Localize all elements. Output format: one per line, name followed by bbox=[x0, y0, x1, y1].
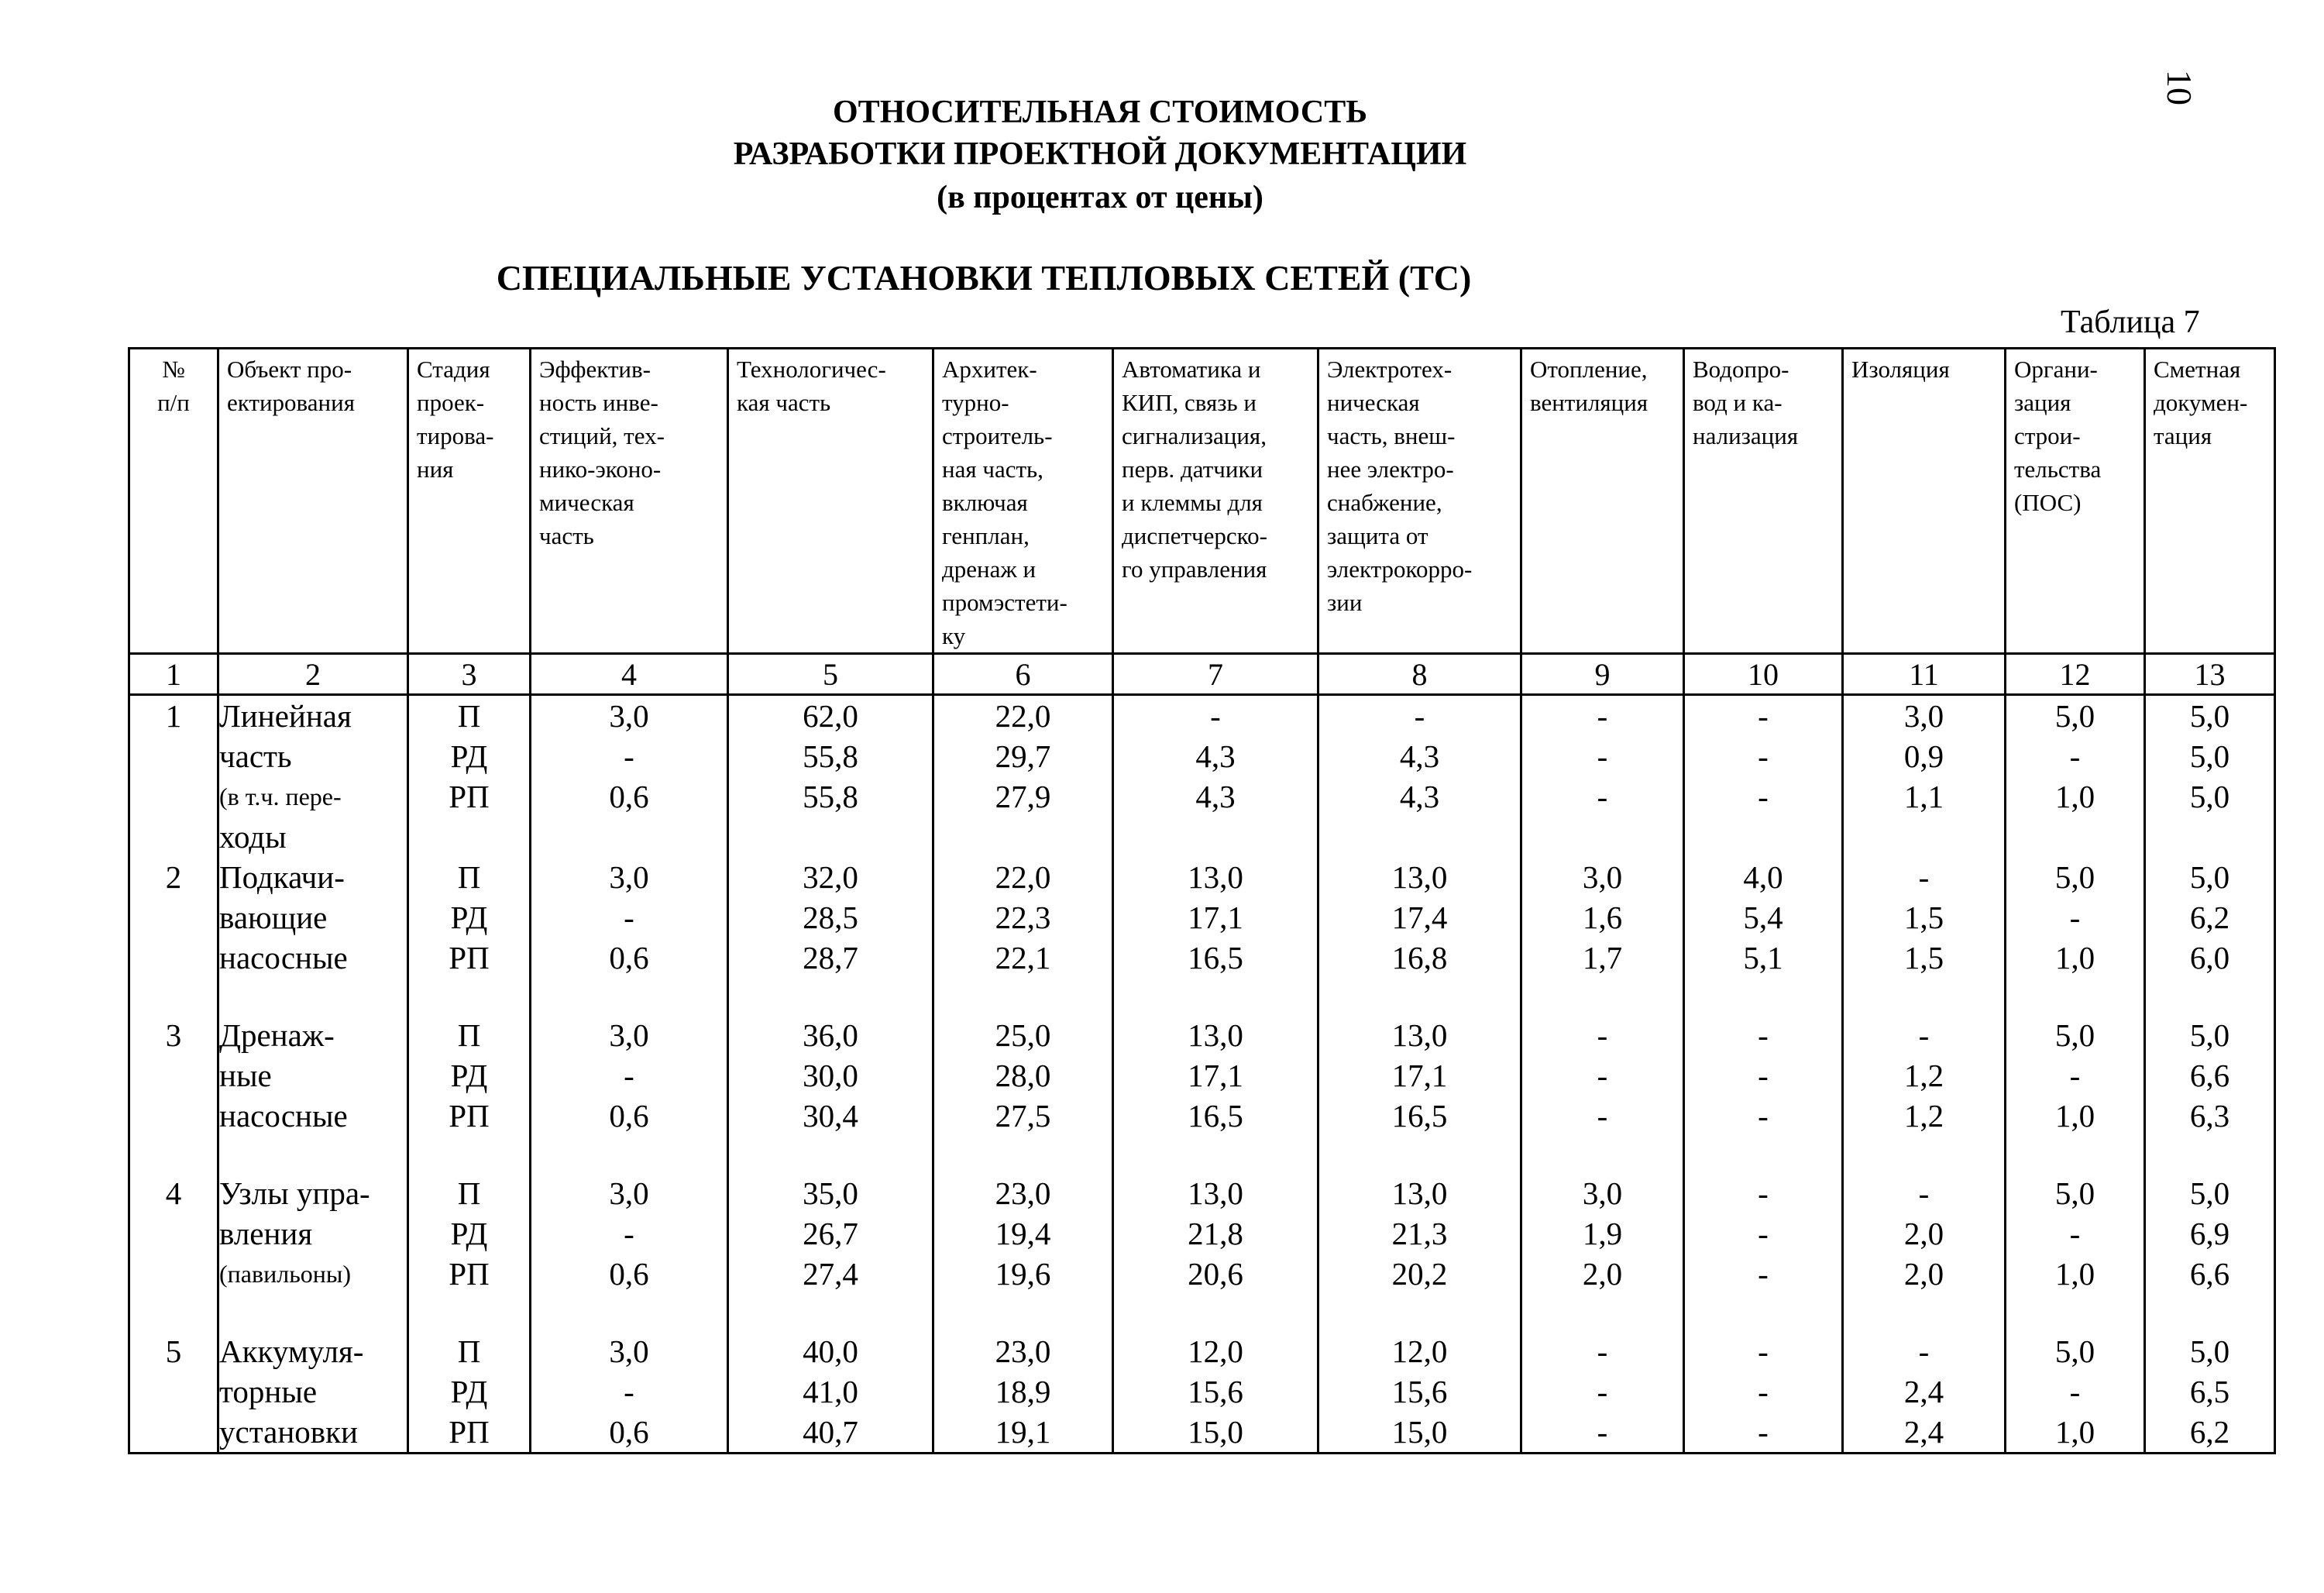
column-number-row bbox=[129, 654, 2275, 695]
stage-value: П bbox=[457, 1017, 481, 1053]
percent-value: - bbox=[1597, 1098, 1608, 1134]
object-name-line: вающие bbox=[219, 900, 328, 935]
percent-value: 6,0 bbox=[2189, 940, 2230, 975]
stage-value: РП bbox=[449, 940, 490, 975]
percent-value: - bbox=[1758, 1017, 1769, 1053]
percent-value: - bbox=[1758, 738, 1769, 774]
stage-value: П bbox=[457, 1175, 481, 1211]
value-cell-c10 bbox=[1684, 1331, 1843, 1454]
percent-value: 13,0 bbox=[1391, 1175, 1448, 1211]
percent-value: 22,0 bbox=[995, 859, 1051, 895]
object-cell bbox=[218, 1331, 408, 1454]
column-number: 2 bbox=[218, 654, 408, 695]
percent-value: 20,6 bbox=[1188, 1256, 1243, 1292]
stage-value: П bbox=[457, 1333, 481, 1369]
stage-cell bbox=[408, 1015, 531, 1173]
column-number: 7 bbox=[1113, 654, 1318, 695]
value-cell-c12 bbox=[2006, 1331, 2145, 1454]
percent-value: 62,0 bbox=[803, 698, 858, 734]
table-row-group bbox=[129, 1015, 2275, 1173]
table-row bbox=[129, 695, 2275, 858]
stage-value: П bbox=[457, 698, 481, 734]
value-cell-c4 bbox=[531, 1331, 728, 1454]
stage-value: РД bbox=[450, 900, 488, 935]
value-cell-c7 bbox=[1113, 1173, 1318, 1331]
percent-value: 29,7 bbox=[995, 738, 1051, 774]
percent-value: 6,3 bbox=[2189, 1098, 2230, 1134]
percent-value: 5,0 bbox=[2189, 779, 2230, 814]
object-name-line: вления bbox=[219, 1216, 313, 1251]
stage-cell bbox=[408, 1331, 531, 1454]
percent-value: 6,6 bbox=[2189, 1256, 2230, 1292]
value-cell-c4 bbox=[531, 1173, 728, 1331]
header-cell-8: Электротех- ническая часть, внеш- нее электро- снабжение, защита от электрокорро- зии bbox=[1318, 349, 1521, 654]
percent-value: 0,6 bbox=[609, 779, 649, 814]
percent-value: - bbox=[1414, 698, 1425, 734]
row-number: 5 bbox=[129, 1331, 218, 1454]
percent-value: - bbox=[1597, 738, 1608, 774]
value-cell-c12 bbox=[2006, 857, 2145, 1015]
percent-value: 13,0 bbox=[1188, 1017, 1243, 1053]
percent-value: 4,3 bbox=[1195, 738, 1236, 774]
percent-value: - bbox=[624, 900, 634, 935]
cost-table bbox=[128, 347, 2276, 1454]
percent-value: 1,0 bbox=[2054, 1256, 2095, 1292]
percent-value: 5,0 bbox=[2054, 1017, 2095, 1053]
column-number: 13 bbox=[2145, 654, 2275, 695]
row-number: 2 bbox=[129, 857, 218, 1015]
value-cell-c9 bbox=[1521, 1331, 1684, 1454]
percent-value: - bbox=[1758, 779, 1769, 814]
value-cell-c7 bbox=[1113, 695, 1318, 858]
percent-value: 5,0 bbox=[2189, 1017, 2230, 1053]
header-cell-9: Отопление, вентиляция bbox=[1521, 349, 1684, 654]
percent-value: 30,0 bbox=[803, 1058, 858, 1093]
percent-value: 1,0 bbox=[2054, 940, 2095, 975]
value-cell-c6 bbox=[933, 1331, 1113, 1454]
object-cell bbox=[218, 857, 408, 1015]
percent-value: - bbox=[2069, 738, 2081, 774]
percent-value: 15,0 bbox=[1391, 1414, 1448, 1450]
percent-value: 4,3 bbox=[1399, 738, 1440, 774]
value-cell-c7 bbox=[1113, 857, 1318, 1015]
percent-value: 19,1 bbox=[995, 1414, 1051, 1450]
table-row bbox=[129, 1015, 2275, 1173]
percent-value: - bbox=[1918, 1175, 1930, 1211]
percent-value: 28,5 bbox=[803, 900, 858, 935]
table-row-group bbox=[129, 1173, 2275, 1331]
percent-value: 6,2 bbox=[2189, 900, 2230, 935]
percent-value: 35,0 bbox=[803, 1175, 858, 1211]
percent-value: 19,4 bbox=[995, 1216, 1051, 1251]
percent-value: - bbox=[2069, 1216, 2081, 1251]
percent-value: 1,2 bbox=[1903, 1098, 1944, 1134]
stage-value: РП bbox=[449, 779, 490, 814]
percent-value: 3,0 bbox=[1582, 859, 1623, 895]
percent-value: 1,0 bbox=[2054, 1098, 2095, 1134]
percent-value: 12,0 bbox=[1391, 1333, 1448, 1369]
value-cell-c10 bbox=[1684, 857, 1843, 1015]
object-name-line: (в т.ч. пере- bbox=[219, 783, 342, 810]
object-name-line: Линейная bbox=[219, 698, 352, 734]
percent-value: 0,6 bbox=[609, 1414, 649, 1450]
value-cell-c8 bbox=[1318, 857, 1521, 1015]
header-cell-13: Сметная докумен- тация bbox=[2145, 349, 2275, 654]
percent-value: 23,0 bbox=[995, 1175, 1051, 1211]
percent-value: 41,0 bbox=[803, 1374, 858, 1409]
stage-value: РД bbox=[450, 738, 488, 774]
value-cell-c13 bbox=[2145, 1173, 2275, 1331]
percent-value: - bbox=[1918, 1333, 1930, 1369]
column-number: 6 bbox=[933, 654, 1113, 695]
value-cell-c8 bbox=[1318, 1173, 1521, 1331]
value-cell-c10 bbox=[1684, 1015, 1843, 1173]
value-cell-c4 bbox=[531, 1015, 728, 1173]
value-cell-c7 bbox=[1113, 1331, 1318, 1454]
value-cell-c13 bbox=[2145, 1331, 2275, 1454]
header-cell-7: Автоматика и КИП, связь и сигнализация, перв. датчики и клеммы для диспетчерско- го управления bbox=[1113, 349, 1318, 654]
percent-value: 5,0 bbox=[2189, 859, 2230, 895]
percent-value: 6,9 bbox=[2189, 1216, 2230, 1251]
percent-value: 2,4 bbox=[1903, 1414, 1944, 1450]
percent-value: 6,2 bbox=[2189, 1414, 2230, 1450]
value-cell-c9 bbox=[1521, 857, 1684, 1015]
percent-value: 1,5 bbox=[1903, 900, 1944, 935]
percent-value: 4,3 bbox=[1399, 779, 1440, 814]
percent-value: 13,0 bbox=[1391, 859, 1448, 895]
percent-value: 22,0 bbox=[995, 698, 1051, 734]
header-cell-1: № п/п bbox=[129, 349, 218, 654]
object-name-line: Аккумуля- bbox=[219, 1333, 364, 1369]
percent-value: 5,0 bbox=[2054, 1175, 2095, 1211]
percent-value: 6,5 bbox=[2189, 1374, 2230, 1409]
percent-value: - bbox=[1758, 1216, 1769, 1251]
column-number: 3 bbox=[408, 654, 531, 695]
percent-value: 13,0 bbox=[1188, 859, 1243, 895]
percent-value: 28,0 bbox=[995, 1058, 1051, 1093]
percent-value: - bbox=[1597, 1374, 1608, 1409]
percent-value: 4,3 bbox=[1195, 779, 1236, 814]
document-title-line1: ОТНОСИТЕЛЬНАЯ СТОИМОСТЬ bbox=[833, 95, 1367, 130]
value-cell-c9 bbox=[1521, 695, 1684, 858]
percent-value: 18,9 bbox=[995, 1374, 1051, 1409]
value-cell-c11 bbox=[1843, 1331, 2006, 1454]
object-name-line: Узлы упра- bbox=[219, 1175, 370, 1211]
value-cell-c5 bbox=[728, 695, 933, 858]
value-cell-c11 bbox=[1843, 695, 2006, 858]
object-cell bbox=[218, 1015, 408, 1173]
percent-value: - bbox=[1210, 698, 1221, 734]
percent-value: - bbox=[2069, 1058, 2081, 1093]
percent-value: - bbox=[1758, 698, 1769, 734]
percent-value: 6,6 bbox=[2189, 1058, 2230, 1093]
value-cell-c10 bbox=[1684, 695, 1843, 858]
document-title-line3: (в процентах от цены) bbox=[937, 180, 1263, 215]
page-number: 10 bbox=[2160, 70, 2199, 105]
stage-value: РД bbox=[450, 1058, 488, 1093]
percent-value: 3,0 bbox=[1582, 1175, 1623, 1211]
object-cell bbox=[218, 1173, 408, 1331]
value-cell-c12 bbox=[2006, 1015, 2145, 1173]
percent-value: - bbox=[1758, 1414, 1769, 1450]
percent-value: 15,6 bbox=[1391, 1374, 1448, 1409]
stage-value: П bbox=[457, 859, 481, 895]
percent-value: 16,5 bbox=[1188, 940, 1243, 975]
percent-value: 0,6 bbox=[609, 1256, 649, 1292]
value-cell-c9 bbox=[1521, 1173, 1684, 1331]
percent-value: 27,9 bbox=[995, 779, 1051, 814]
percent-value: - bbox=[2069, 1374, 2081, 1409]
percent-value: - bbox=[1758, 1256, 1769, 1292]
percent-value: 3,0 bbox=[609, 1175, 649, 1211]
percent-value: 16,5 bbox=[1188, 1098, 1243, 1134]
header-cell-2: Объект про- ектирования bbox=[218, 349, 408, 654]
percent-value: 21,8 bbox=[1188, 1216, 1243, 1251]
percent-value: 1,0 bbox=[2054, 1414, 2095, 1450]
percent-value: 5,0 bbox=[2054, 859, 2095, 895]
percent-value: 5,4 bbox=[1743, 900, 1783, 935]
percent-value: 2,0 bbox=[1903, 1216, 1944, 1251]
table-label: Таблица 7 bbox=[2061, 304, 2200, 340]
object-name-line: ходы bbox=[219, 819, 287, 855]
value-cell-c6 bbox=[933, 857, 1113, 1015]
percent-value: 22,1 bbox=[995, 940, 1051, 975]
percent-value: - bbox=[1597, 1058, 1608, 1093]
percent-value: 3,0 bbox=[609, 698, 649, 734]
value-cell-c12 bbox=[2006, 695, 2145, 858]
percent-value: 12,0 bbox=[1188, 1333, 1243, 1369]
percent-value: 40,0 bbox=[803, 1333, 858, 1369]
object-name-line: торные bbox=[219, 1374, 318, 1409]
percent-value: - bbox=[1597, 1414, 1608, 1450]
percent-value: - bbox=[624, 738, 634, 774]
object-name-line: установки bbox=[219, 1414, 358, 1450]
header-cell-11: Изоляция bbox=[1843, 349, 2006, 654]
percent-value: 5,0 bbox=[2189, 1333, 2230, 1369]
percent-value: 40,7 bbox=[803, 1414, 858, 1450]
percent-value: 23,0 bbox=[995, 1333, 1051, 1369]
stage-cell bbox=[408, 857, 531, 1015]
value-cell-c13 bbox=[2145, 1015, 2275, 1173]
value-cell-c4 bbox=[531, 695, 728, 858]
percent-value: - bbox=[1597, 779, 1608, 814]
header-cell-5: Технологичес- кая часть bbox=[728, 349, 933, 654]
object-name-line: (павильоны) bbox=[219, 1260, 352, 1288]
object-name-line: насосные bbox=[219, 940, 348, 975]
percent-value: 20,2 bbox=[1391, 1256, 1448, 1292]
percent-value: 32,0 bbox=[803, 859, 858, 895]
value-cell-c8 bbox=[1318, 695, 1521, 858]
value-cell-c6 bbox=[933, 1015, 1113, 1173]
percent-value: 36,0 bbox=[803, 1017, 858, 1053]
percent-value: 4,0 bbox=[1743, 859, 1783, 895]
percent-value: 55,8 bbox=[803, 779, 858, 814]
stage-value: РП bbox=[449, 1414, 490, 1450]
percent-value: 17,1 bbox=[1188, 900, 1243, 935]
header-cell-4: Эффектив- ность инве- стиций, тех- нико-эконо- мическая часть bbox=[531, 349, 728, 654]
stage-value: РП bbox=[449, 1256, 490, 1292]
column-number: 4 bbox=[531, 654, 728, 695]
percent-value: - bbox=[1758, 1374, 1769, 1409]
percent-value: 13,0 bbox=[1391, 1017, 1448, 1053]
percent-value: - bbox=[1758, 1098, 1769, 1134]
stage-cell bbox=[408, 1173, 531, 1331]
table-row bbox=[129, 1331, 2275, 1454]
column-number: 1 bbox=[129, 654, 218, 695]
percent-value: 1,0 bbox=[2054, 779, 2095, 814]
percent-value: 3,0 bbox=[609, 859, 649, 895]
table-row bbox=[129, 857, 2275, 1015]
column-number: 11 bbox=[1843, 654, 2006, 695]
object-name-line: часть bbox=[219, 738, 292, 774]
percent-value: 1,2 bbox=[1903, 1058, 1944, 1093]
percent-value: 25,0 bbox=[995, 1017, 1051, 1053]
percent-value: 15,6 bbox=[1188, 1374, 1243, 1409]
percent-value: - bbox=[624, 1374, 634, 1409]
percent-value: - bbox=[624, 1058, 634, 1093]
value-cell-c13 bbox=[2145, 695, 2275, 858]
value-cell-c9 bbox=[1521, 1015, 1684, 1173]
row-number: 3 bbox=[129, 1015, 218, 1173]
percent-value: 22,3 bbox=[995, 900, 1051, 935]
percent-value: 2,0 bbox=[1903, 1256, 1944, 1292]
value-cell-c6 bbox=[933, 695, 1113, 858]
value-cell-c8 bbox=[1318, 1015, 1521, 1173]
percent-value: 5,0 bbox=[2054, 698, 2095, 734]
row-number: 1 bbox=[129, 695, 218, 858]
value-cell-c11 bbox=[1843, 1015, 2006, 1173]
percent-value: 16,8 bbox=[1391, 940, 1448, 975]
percent-value: 3,0 bbox=[1903, 698, 1944, 734]
percent-value: 3,0 bbox=[609, 1333, 649, 1369]
value-cell-c11 bbox=[1843, 857, 2006, 1015]
value-cell-c12 bbox=[2006, 1173, 2145, 1331]
column-number: 10 bbox=[1684, 654, 1843, 695]
table-row-group bbox=[129, 857, 2275, 1015]
percent-value: - bbox=[1758, 1333, 1769, 1369]
column-number: 12 bbox=[2006, 654, 2145, 695]
stage-value: РД bbox=[450, 1216, 488, 1251]
percent-value: 0,6 bbox=[609, 1098, 649, 1134]
value-cell-c7 bbox=[1113, 1015, 1318, 1173]
value-cell-c5 bbox=[728, 1331, 933, 1454]
percent-value: 30,4 bbox=[803, 1098, 858, 1134]
object-name-line: Дренаж- bbox=[219, 1017, 335, 1053]
value-cell-c5 bbox=[728, 1173, 933, 1331]
percent-value: - bbox=[1597, 1017, 1608, 1053]
percent-value: 13,0 bbox=[1188, 1175, 1243, 1211]
percent-value: 5,0 bbox=[2189, 698, 2230, 734]
value-cell-c11 bbox=[1843, 1173, 2006, 1331]
percent-value: 2,0 bbox=[1582, 1256, 1623, 1292]
percent-value: 1,6 bbox=[1582, 900, 1623, 935]
percent-value: 5,0 bbox=[2189, 738, 2230, 774]
percent-value: 2,4 bbox=[1903, 1374, 1944, 1409]
percent-value: 19,6 bbox=[995, 1256, 1051, 1292]
percent-value: 0,6 bbox=[609, 940, 649, 975]
value-cell-c6 bbox=[933, 1173, 1113, 1331]
object-name-line: насосные bbox=[219, 1098, 348, 1134]
percent-value: 5,1 bbox=[1743, 940, 1783, 975]
percent-value: 1,7 bbox=[1582, 940, 1623, 975]
object-name-line: ные bbox=[219, 1058, 272, 1093]
section-title: СПЕЦИАЛЬНЫЕ УСТАНОВКИ ТЕПЛОВЫХ СЕТЕЙ (ТС) bbox=[496, 258, 1472, 298]
column-number: 5 bbox=[728, 654, 933, 695]
table-row-group bbox=[129, 1331, 2275, 1454]
stage-cell bbox=[408, 695, 531, 858]
percent-value: - bbox=[1918, 859, 1930, 895]
percent-value: 26,7 bbox=[803, 1216, 858, 1251]
percent-value: 15,0 bbox=[1188, 1414, 1243, 1450]
row-number: 4 bbox=[129, 1173, 218, 1331]
percent-value: - bbox=[2069, 900, 2081, 935]
percent-value: - bbox=[1918, 1017, 1930, 1053]
stage-value: РП bbox=[449, 1098, 490, 1134]
document-title-line2: РАЗРАБОТКИ ПРОЕКТНОЙ ДОКУМЕНТАЦИИ bbox=[733, 136, 1467, 172]
table-row-group bbox=[129, 695, 2275, 858]
column-number: 8 bbox=[1318, 654, 1521, 695]
header-row bbox=[129, 349, 2275, 654]
header-cell-10: Водопро- вод и ка- нализация bbox=[1684, 349, 1843, 654]
object-name-line: Подкачи- bbox=[219, 859, 345, 895]
percent-value: 5,0 bbox=[2189, 1175, 2230, 1211]
value-cell-c4 bbox=[531, 857, 728, 1015]
percent-value: 1,9 bbox=[1582, 1216, 1623, 1251]
percent-value: 55,8 bbox=[803, 738, 858, 774]
percent-value: 17,4 bbox=[1391, 900, 1448, 935]
table-row bbox=[129, 1173, 2275, 1331]
percent-value: 17,1 bbox=[1391, 1058, 1448, 1093]
percent-value: 21,3 bbox=[1391, 1216, 1448, 1251]
object-cell bbox=[218, 695, 408, 858]
header-cell-6: Архитек- турно- строитель- ная часть, включая генплан, дренаж и промэстети- ку bbox=[933, 349, 1113, 654]
percent-value: 16,5 bbox=[1391, 1098, 1448, 1134]
percent-value: 1,1 bbox=[1903, 779, 1944, 814]
percent-value: - bbox=[1597, 698, 1608, 734]
value-cell-c10 bbox=[1684, 1173, 1843, 1331]
percent-value: 0,9 bbox=[1903, 738, 1944, 774]
column-number: 9 bbox=[1521, 654, 1684, 695]
percent-value: 3,0 bbox=[609, 1017, 649, 1053]
value-cell-c8 bbox=[1318, 1331, 1521, 1454]
header-cell-3: Стадия проек- тирова- ния bbox=[408, 349, 531, 654]
percent-value: - bbox=[1758, 1058, 1769, 1093]
percent-value: - bbox=[624, 1216, 634, 1251]
percent-value: 17,1 bbox=[1188, 1058, 1243, 1093]
header-cell-12: Органи- зация строи- тельства (ПОС) bbox=[2006, 349, 2145, 654]
percent-value: 1,5 bbox=[1903, 940, 1944, 975]
percent-value: 5,0 bbox=[2054, 1333, 2095, 1369]
percent-value: 27,4 bbox=[803, 1256, 858, 1292]
percent-value: - bbox=[1758, 1175, 1769, 1211]
percent-value: 27,5 bbox=[995, 1098, 1051, 1134]
value-cell-c13 bbox=[2145, 857, 2275, 1015]
value-cell-c5 bbox=[728, 857, 933, 1015]
percent-value: - bbox=[1597, 1333, 1608, 1369]
percent-value: 28,7 bbox=[803, 940, 858, 975]
stage-value: РД bbox=[450, 1374, 488, 1409]
value-cell-c5 bbox=[728, 1015, 933, 1173]
